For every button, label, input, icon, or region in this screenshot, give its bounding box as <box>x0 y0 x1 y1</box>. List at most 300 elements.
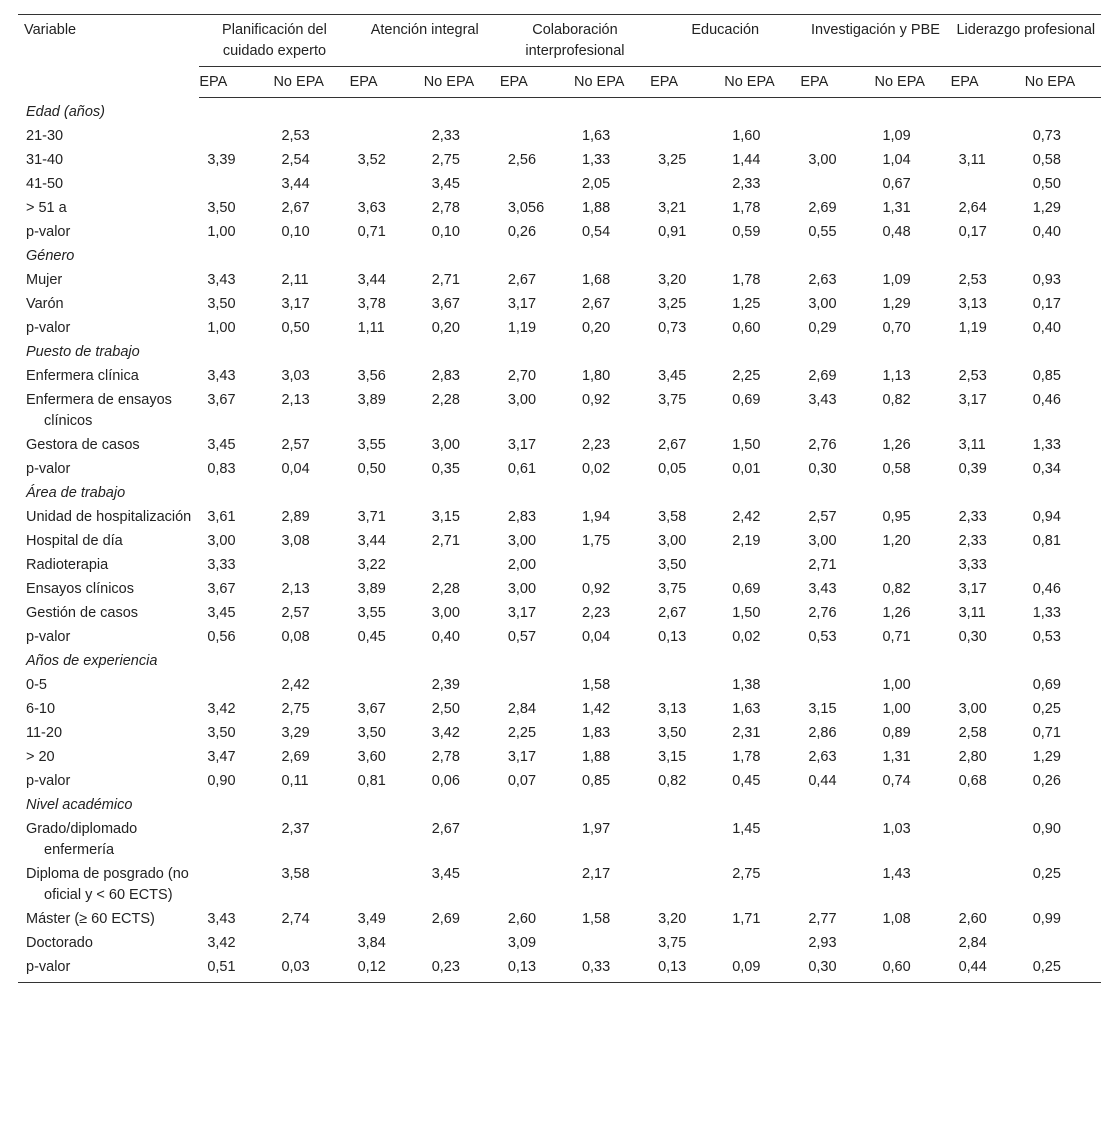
no-epa-value-cell: 3,42 <box>431 725 460 741</box>
epa-value-cell: 3,67 <box>357 701 386 717</box>
epa-value-cell: 0,30 <box>800 956 874 983</box>
epa-value-cell: 2,63 <box>808 749 837 765</box>
no-epa-value-cell: 1,13 <box>882 368 911 384</box>
epa-value-cell: 3,50 <box>207 725 236 741</box>
table-row <box>18 818 1101 863</box>
no-epa-value-cell: 0,46 <box>1032 581 1061 597</box>
epa-value-cell: 1,00 <box>207 224 236 240</box>
epa-value-cell: 0,30 <box>808 461 837 477</box>
epa-value-cell: 2,93 <box>808 935 837 951</box>
table-row <box>18 956 1101 983</box>
table-row <box>18 554 1101 578</box>
section-row <box>18 98 1101 125</box>
no-epa-value-cell: 0,85 <box>1032 368 1061 384</box>
no-epa-value-cell: 2,13 <box>281 581 310 597</box>
epa-value-cell <box>650 863 724 908</box>
no-epa-value-cell: 2,28 <box>431 392 460 408</box>
group-header: Colaboración interprofesional <box>500 15 650 67</box>
epa-value-cell <box>500 674 574 698</box>
no-epa-value-cell <box>574 554 650 578</box>
table-row <box>18 746 1101 770</box>
group-header: Educación <box>650 15 800 67</box>
epa-value-cell: 3,67 <box>207 581 236 597</box>
epa-value-cell <box>951 818 1025 863</box>
no-epa-value-cell: 3,17 <box>281 296 310 312</box>
epa-value-cell: 3,44 <box>357 533 386 549</box>
row-label-text: 0-5 <box>26 677 47 693</box>
no-epa-value-cell: 1,60 <box>732 128 761 144</box>
no-epa-value-cell: 0,95 <box>882 509 911 525</box>
no-epa-value-cell: 0,89 <box>882 725 911 741</box>
no-epa-value-cell: 1,33 <box>581 152 611 168</box>
epa-value-cell: 0,56 <box>207 629 236 645</box>
no-epa-value-cell: 0,11 <box>281 773 309 789</box>
epa-value-cell: 3,43 <box>808 581 837 597</box>
no-epa-value-cell: 0,69 <box>1032 677 1061 693</box>
no-epa-value-cell: 0,10 <box>431 224 460 240</box>
epa-value-cell: 3,11 <box>958 152 986 168</box>
table-row <box>18 530 1101 554</box>
no-epa-value-cell: 0,82 <box>882 581 911 597</box>
no-epa-value-cell: 1,04 <box>882 152 911 168</box>
no-epa-value-cell: 0,74 <box>882 773 911 789</box>
section-title: Edad (años) <box>26 104 105 120</box>
row-label-text: Varón <box>26 296 64 312</box>
no-epa-value-cell: 1,97 <box>581 821 611 837</box>
section-row <box>18 482 1101 506</box>
epa-value-cell: 3,09 <box>507 935 537 951</box>
section-row <box>18 650 1101 674</box>
epa-value-cell: 3,75 <box>658 581 687 597</box>
no-epa-value-cell: 0,25 <box>1025 956 1101 983</box>
epa-value-cell: 3,25 <box>658 152 687 168</box>
row-label-text: Diploma de posgrado (no oficial y < 60 ECTS) <box>26 866 189 903</box>
epa-value-cell: 2,76 <box>808 605 837 621</box>
group-header: Liderazgo profesional <box>951 15 1101 67</box>
epa-header: EPA <box>199 67 273 98</box>
no-epa-value-cell: 1,29 <box>1032 200 1061 216</box>
epa-value-cell: 3,50 <box>658 557 687 573</box>
no-epa-value-cell: 3,44 <box>281 176 310 192</box>
row-label-text: Radioterapia <box>26 557 109 573</box>
no-epa-value-cell: 2,23 <box>581 437 611 453</box>
epa-value-cell: 3,50 <box>357 725 386 741</box>
no-epa-value-cell: 1,31 <box>882 749 911 765</box>
epa-value-cell: 3,17 <box>507 296 537 312</box>
no-epa-header: No EPA <box>724 67 800 98</box>
no-epa-value-cell: 0,40 <box>1032 224 1061 240</box>
no-epa-value-cell: 2,71 <box>431 533 460 549</box>
no-epa-value-cell: 1,45 <box>732 821 761 837</box>
epa-value-cell: 1,11 <box>357 320 385 336</box>
no-epa-value-cell: 1,08 <box>882 911 911 927</box>
row-label-text: Enfermera clínica <box>26 368 139 384</box>
epa-value-cell: 2,86 <box>808 725 837 741</box>
row-label-text: p-valor <box>26 224 71 240</box>
row-label <box>18 602 199 626</box>
row-label-text: p-valor <box>26 773 71 789</box>
epa-value-cell: 3,52 <box>357 152 386 168</box>
row-label <box>18 317 199 341</box>
epa-value-cell <box>500 863 574 908</box>
epa-value-cell: 2,60 <box>958 911 987 927</box>
epa-value-cell: 3,45 <box>207 605 236 621</box>
epa-value-cell: 0,17 <box>958 224 987 240</box>
section-title: Puesto de trabajo <box>26 344 140 360</box>
no-epa-value-cell <box>574 932 650 956</box>
no-epa-value-cell: 0,69 <box>732 581 761 597</box>
no-epa-value-cell: 0,34 <box>1032 461 1061 477</box>
epa-value-cell: 3,056 <box>507 200 545 216</box>
no-epa-value-cell: 0,40 <box>1032 320 1061 336</box>
no-epa-value-cell: 0,25 <box>1032 701 1061 717</box>
no-epa-value-cell: 0,04 <box>581 629 611 645</box>
epa-value-cell: 2,53 <box>958 272 987 288</box>
row-label-text: Doctorado <box>26 935 93 951</box>
epa-value-cell <box>650 818 724 863</box>
no-epa-value-cell: 3,03 <box>281 368 310 384</box>
no-epa-value-cell: 0,71 <box>882 629 911 645</box>
no-epa-value-cell: 0,93 <box>1032 272 1061 288</box>
epa-value-cell <box>500 125 574 149</box>
no-epa-value-cell: 2,42 <box>732 509 761 525</box>
epa-value-cell: 3,13 <box>658 701 687 717</box>
no-epa-value-cell: 0,53 <box>1032 629 1061 645</box>
no-epa-value-cell: 1,63 <box>732 701 761 717</box>
epa-value-cell: 3,43 <box>808 392 837 408</box>
row-label <box>18 554 199 578</box>
row-label-text: p-valor <box>26 959 71 975</box>
epa-value-cell <box>500 173 574 197</box>
epa-value-cell: 3,00 <box>658 533 687 549</box>
epa-value-cell: 0,30 <box>958 629 987 645</box>
epa-value-cell <box>350 863 424 908</box>
epa-value-cell: 2,84 <box>958 935 987 951</box>
epa-value-cell: 3,44 <box>357 272 386 288</box>
epa-value-cell: 2,69 <box>808 200 837 216</box>
table-row <box>18 365 1101 389</box>
no-epa-value-cell: 0,70 <box>882 320 911 336</box>
epa-value-cell: 2,56 <box>507 152 537 168</box>
epa-value-cell: 2,71 <box>808 557 837 573</box>
row-label-text: Máster (≥ 60 ECTS) <box>26 911 155 927</box>
no-epa-value-cell <box>1025 554 1101 578</box>
row-label <box>18 863 199 908</box>
row-label-text: 21-30 <box>26 128 64 144</box>
epa-value-cell: 0,13 <box>658 629 687 645</box>
epa-value-cell: 0,12 <box>350 956 424 983</box>
no-epa-value-cell: 1,88 <box>581 749 611 765</box>
row-label-text: Ensayos clínicos <box>26 581 134 597</box>
no-epa-value-cell: 0,26 <box>1032 773 1061 789</box>
epa-value-cell: 2,84 <box>507 701 537 717</box>
epa-value-cell <box>650 674 724 698</box>
epa-value-cell: 2,63 <box>808 272 837 288</box>
epa-value-cell: 3,71 <box>357 509 386 525</box>
no-epa-value-cell <box>273 554 349 578</box>
epa-value-cell: 3,78 <box>357 296 386 312</box>
section-title: Género <box>26 248 75 264</box>
table-row <box>18 434 1101 458</box>
table-row <box>18 221 1101 245</box>
no-epa-value-cell: 1,75 <box>581 533 611 549</box>
table-row <box>18 149 1101 173</box>
no-epa-header: No EPA <box>874 67 950 98</box>
no-epa-value-cell: 1,31 <box>882 200 911 216</box>
no-epa-value-cell: 2,28 <box>431 581 460 597</box>
epa-value-cell: 0,57 <box>507 629 537 645</box>
no-epa-value-cell: 0,67 <box>882 176 911 192</box>
no-epa-value-cell: 3,58 <box>281 866 310 882</box>
epa-value-cell: 3,20 <box>658 272 687 288</box>
epa-value-cell: 0,13 <box>650 956 724 983</box>
epa-value-cell: 2,76 <box>808 437 837 453</box>
table-row <box>18 293 1101 317</box>
section-title: Años de experiencia <box>26 653 158 669</box>
epa-value-cell: 2,60 <box>507 911 537 927</box>
row-label-text: p-valor <box>26 629 71 645</box>
no-epa-value-cell: 1,68 <box>581 272 611 288</box>
no-epa-value-cell: 0,50 <box>281 320 310 336</box>
epa-value-cell: 3,25 <box>658 296 687 312</box>
epa-value-cell: 3,00 <box>507 581 537 597</box>
no-epa-value-cell: 2,71 <box>431 272 460 288</box>
no-epa-value-cell: 0,23 <box>424 956 500 983</box>
no-epa-value-cell: 2,05 <box>581 176 611 192</box>
no-epa-value-cell: 0,02 <box>581 461 611 477</box>
section-row <box>18 341 1101 365</box>
epa-value-cell: 0,53 <box>808 629 837 645</box>
epa-value-cell: 3,00 <box>507 533 537 549</box>
table-row <box>18 932 1101 956</box>
epa-value-cell: 2,64 <box>958 200 987 216</box>
no-epa-value-cell: 1,29 <box>1032 749 1061 765</box>
no-epa-value-cell: 1,58 <box>581 677 611 693</box>
group-header: Planificación del cuidado experto <box>199 15 349 67</box>
epa-value-cell <box>800 818 874 863</box>
epa-value-cell: 0,44 <box>808 773 837 789</box>
row-label-text: p-valor <box>26 461 71 477</box>
row-label <box>18 722 199 746</box>
no-epa-value-cell: 2,54 <box>281 152 310 168</box>
epa-value-cell: 1,00 <box>207 320 236 336</box>
epa-value-cell: 3,75 <box>658 392 687 408</box>
epa-value-cell: 3,00 <box>958 701 987 717</box>
no-epa-value-cell: 2,78 <box>431 200 460 216</box>
epa-value-cell: 2,57 <box>808 509 837 525</box>
no-epa-value-cell: 1,20 <box>882 533 911 549</box>
row-label <box>18 458 199 482</box>
no-epa-value-cell: 1,42 <box>581 701 611 717</box>
epa-value-cell: 0,39 <box>958 461 987 477</box>
epa-value-cell: 0,26 <box>507 224 537 240</box>
epa-value-cell: 1,19 <box>958 320 987 336</box>
no-epa-value-cell <box>424 932 500 956</box>
no-epa-value-cell: 1,71 <box>732 911 761 927</box>
no-epa-value-cell: 0,25 <box>1032 866 1061 882</box>
epa-value-cell: 3,00 <box>808 152 837 168</box>
row-label <box>18 173 199 197</box>
epa-value-cell: 0,50 <box>357 461 386 477</box>
no-epa-value-cell: 0,04 <box>281 461 310 477</box>
no-epa-value-cell: 2,25 <box>732 368 761 384</box>
epa-value-cell <box>800 125 874 149</box>
no-epa-value-cell: 1,03 <box>882 821 911 837</box>
epa-value-cell: 3,50 <box>207 200 236 216</box>
epa-value-cell <box>199 863 273 908</box>
epa-value-cell: 3,39 <box>207 152 236 168</box>
epa-header: EPA <box>350 67 424 98</box>
epa-value-cell: 3,21 <box>658 200 687 216</box>
no-epa-header: No EPA <box>1025 67 1101 98</box>
epa-value-cell: 2,53 <box>958 368 987 384</box>
no-epa-value-cell: 1,78 <box>732 272 761 288</box>
row-label-text: 31-40 <box>26 152 64 168</box>
epa-value-cell: 3,61 <box>207 509 236 525</box>
epa-value-cell: 2,69 <box>808 368 837 384</box>
no-epa-value-cell: 0,20 <box>431 320 460 336</box>
no-epa-value-cell <box>273 932 349 956</box>
epa-value-cell: 3,55 <box>357 605 386 621</box>
row-label-text: 41-50 <box>26 176 64 192</box>
no-epa-value-cell: 0,81 <box>1032 533 1061 549</box>
no-epa-value-cell: 1,25 <box>732 296 761 312</box>
epa-value-cell: 2,83 <box>507 509 537 525</box>
no-epa-value-cell: 1,29 <box>882 296 911 312</box>
epa-value-cell: 3,00 <box>808 296 837 312</box>
epa-value-cell: 3,43 <box>207 368 236 384</box>
epa-value-cell: 0,05 <box>658 461 687 477</box>
header-group-row <box>18 15 1101 67</box>
epa-value-cell: 0,07 <box>507 773 537 789</box>
epa-value-cell: 0,81 <box>357 773 386 789</box>
row-label <box>18 818 199 863</box>
no-epa-value-cell <box>724 932 800 956</box>
row-label-text: 6-10 <box>26 701 56 717</box>
no-epa-value-cell: 3,29 <box>281 725 310 741</box>
row-label-text: Unidad de hospitalización <box>26 509 192 525</box>
no-epa-value-cell: 2,37 <box>281 821 310 837</box>
no-epa-value-cell: 0,17 <box>1032 296 1061 312</box>
no-epa-value-cell: 2,57 <box>281 605 310 621</box>
row-label <box>18 506 199 530</box>
no-epa-value-cell: 3,00 <box>431 437 460 453</box>
no-epa-value-cell: 0,50 <box>1032 176 1061 192</box>
no-epa-value-cell: 3,45 <box>431 176 460 192</box>
epa-value-cell: 3,45 <box>658 368 687 384</box>
epa-value-cell: 3,00 <box>207 533 236 549</box>
table-row <box>18 317 1101 341</box>
group-header: Atención integral <box>350 15 500 67</box>
no-epa-value-cell: 1,44 <box>732 152 761 168</box>
epa-value-cell <box>350 173 424 197</box>
no-epa-value-cell: 2,69 <box>281 749 310 765</box>
row-label <box>18 770 199 794</box>
epa-value-cell: 2,33 <box>958 533 987 549</box>
no-epa-value-cell: 0,60 <box>874 956 950 983</box>
epa-value-cell: 3,17 <box>958 392 987 408</box>
no-epa-value-cell: 3,00 <box>431 605 460 621</box>
epa-value-cell: 2,58 <box>958 725 987 741</box>
epa-value-cell: 2,00 <box>507 557 537 573</box>
table-row <box>18 173 1101 197</box>
epa-value-cell: 3,17 <box>958 581 987 597</box>
row-label-text: 11-20 <box>26 725 63 741</box>
epa-value-cell: 3,17 <box>507 605 537 621</box>
row-label <box>18 389 199 434</box>
no-epa-value-cell: 1,38 <box>732 677 761 693</box>
epa-value-cell: 3,17 <box>507 437 537 453</box>
no-epa-value-cell: 2,42 <box>281 677 310 693</box>
no-epa-value-cell: 1,80 <box>581 368 611 384</box>
no-epa-value-cell: 0,02 <box>732 629 761 645</box>
row-label-text: Mujer <box>26 272 63 288</box>
epa-value-cell: 0,44 <box>951 956 1025 983</box>
table-row <box>18 125 1101 149</box>
no-epa-value-cell: 2,33 <box>732 176 761 192</box>
epa-value-cell: 2,67 <box>507 272 537 288</box>
no-epa-value-cell: 0,06 <box>431 773 460 789</box>
epa-value-cell: 3,75 <box>658 935 687 951</box>
epa-value-cell: 3,63 <box>357 200 386 216</box>
no-epa-value-cell: 0,59 <box>732 224 761 240</box>
epa-value-cell: 3,50 <box>207 296 236 312</box>
no-epa-value-cell <box>874 932 950 956</box>
table-row <box>18 197 1101 221</box>
no-epa-value-cell: 1,09 <box>882 272 911 288</box>
epa-value-cell: 3,58 <box>658 509 687 525</box>
epa-value-cell: 0,83 <box>207 461 236 477</box>
no-epa-value-cell: 3,67 <box>431 296 460 312</box>
no-epa-value-cell: 2,13 <box>281 392 310 408</box>
no-epa-value-cell: 0,94 <box>1032 509 1061 525</box>
epa-value-cell: 1,19 <box>507 320 537 336</box>
epa-value-cell <box>350 125 424 149</box>
epa-value-cell: 3,45 <box>207 437 236 453</box>
table-row <box>18 674 1101 698</box>
epa-value-cell: 0,68 <box>958 773 987 789</box>
no-epa-value-cell: 2,19 <box>732 533 761 549</box>
epa-value-cell <box>800 674 874 698</box>
epa-value-cell: 3,50 <box>658 725 687 741</box>
epa-value-cell: 3,33 <box>207 557 236 573</box>
no-epa-value-cell: 0,08 <box>281 629 310 645</box>
epa-value-cell: 3,11 <box>958 437 986 453</box>
epa-value-cell: 3,67 <box>207 392 236 408</box>
no-epa-value-cell <box>424 554 500 578</box>
epa-value-cell: 3,42 <box>207 935 236 951</box>
table-row <box>18 506 1101 530</box>
no-epa-value-cell: 0,03 <box>273 956 349 983</box>
no-epa-value-cell: 1,63 <box>581 128 611 144</box>
epa-value-cell: 3,00 <box>507 392 537 408</box>
row-label <box>18 293 199 317</box>
no-epa-value-cell: 2,39 <box>431 677 460 693</box>
epa-value-cell: 3,33 <box>958 557 987 573</box>
no-epa-value-cell: 1,50 <box>732 437 761 453</box>
row-label-text: > 20 <box>26 749 55 765</box>
epa-value-cell: 0,55 <box>808 224 837 240</box>
epa-value-cell: 3,15 <box>808 701 837 717</box>
table-row <box>18 863 1101 908</box>
no-epa-value-cell: 1,50 <box>732 605 761 621</box>
epa-value-cell: 0,73 <box>658 320 687 336</box>
epa-value-cell: 3,17 <box>507 749 537 765</box>
table-row <box>18 722 1101 746</box>
no-epa-value-cell: 2,75 <box>281 701 310 717</box>
epa-value-cell: 2,70 <box>507 368 537 384</box>
no-epa-value-cell: 1,78 <box>732 200 761 216</box>
